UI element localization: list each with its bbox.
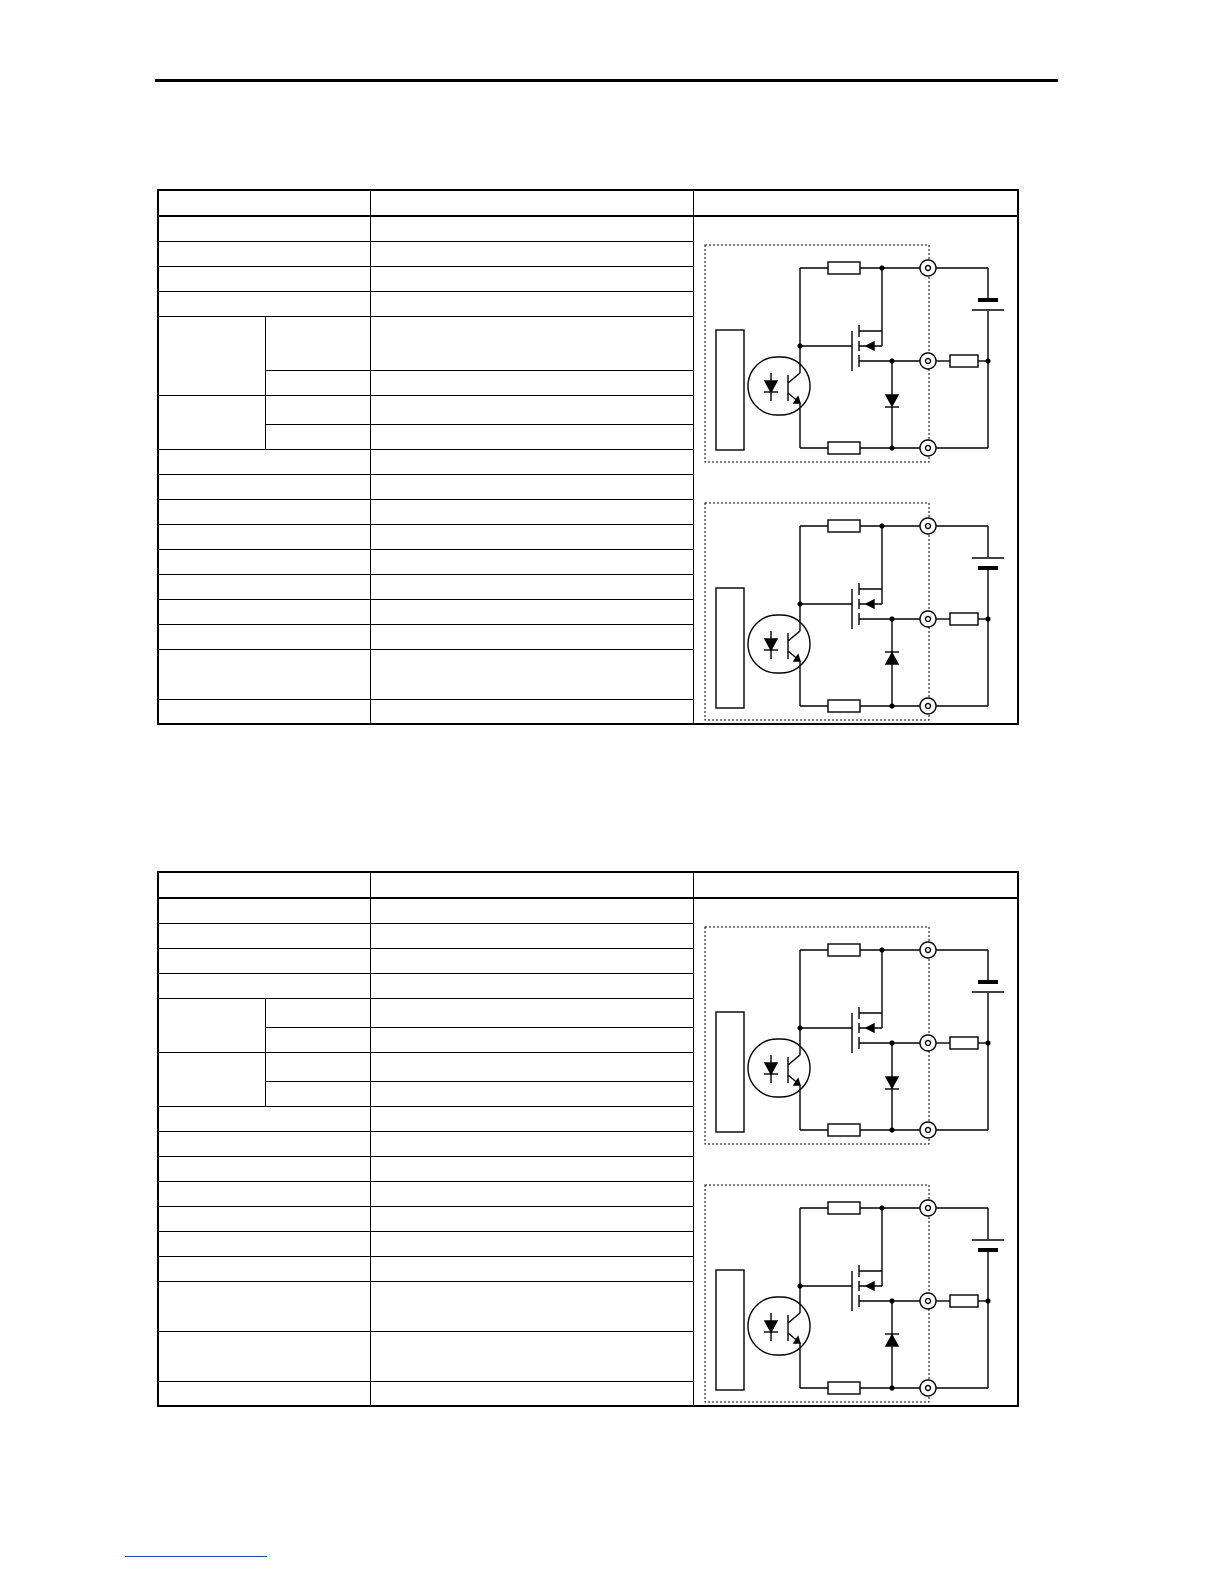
spec-value: [370, 948, 693, 973]
spec-value: [370, 1027, 693, 1052]
spec-value: [370, 499, 693, 524]
internal-circuit-block: [716, 330, 744, 450]
spec-value: [370, 624, 693, 649]
resistor: [828, 1382, 860, 1394]
terminal-icon: [920, 611, 936, 627]
spec-value: [370, 216, 693, 241]
spec-value: [370, 973, 693, 998]
terminal-icon: [920, 1380, 936, 1396]
module-boundary: [705, 927, 929, 1144]
header-rule: [155, 79, 1058, 82]
spec-item-label: [158, 1281, 370, 1331]
resistor: [828, 700, 860, 712]
spec-item-label: [158, 291, 370, 316]
internal-circuit-block: [716, 1012, 744, 1132]
spec-value: [370, 549, 693, 574]
spec-value: [370, 1131, 693, 1156]
spec-value: [370, 1281, 693, 1331]
spec-value: [370, 1106, 693, 1131]
spec-subitem-label: [265, 1027, 370, 1052]
spec-value: [370, 316, 693, 370]
header-circuit: [693, 872, 1018, 898]
spec-item-label: [158, 216, 370, 241]
terminal-icon: [920, 698, 936, 714]
spec-value: [370, 449, 693, 474]
spec-value: [370, 524, 693, 549]
spec-item-label: [158, 624, 370, 649]
sink-circuit: [704, 925, 1004, 1147]
led-icon: [765, 639, 777, 650]
spec-value: [370, 1156, 693, 1181]
led-icon: [765, 1063, 777, 1074]
resistor: [828, 442, 860, 454]
terminal-icon: [920, 1035, 936, 1051]
internal-circuit-block: [716, 588, 744, 708]
terminal-icon: [920, 440, 936, 456]
spec-value: [370, 1381, 693, 1406]
spec-subitem-label: [265, 395, 370, 424]
table-header-row: [158, 190, 1018, 216]
protection-diode: [886, 1077, 898, 1088]
spec-item-label: [158, 499, 370, 524]
header-item: [158, 190, 370, 216]
circuit-diagram-cell: [693, 898, 1018, 1406]
footnote-rule: [125, 1556, 267, 1557]
spec-subitem-label: [265, 370, 370, 395]
spec-value: [370, 395, 693, 424]
header-specification: [370, 872, 693, 898]
spec-value: [370, 699, 693, 724]
spec-subitem-label: [265, 1052, 370, 1081]
module-boundary: [705, 1185, 929, 1402]
module-boundary: [705, 503, 929, 720]
spec-item-label: [158, 1181, 370, 1206]
load-resistor: [950, 1295, 978, 1307]
spec-value: [370, 1081, 693, 1106]
resistor: [828, 944, 860, 956]
spec-group-label: [158, 316, 265, 395]
spec-value: [370, 266, 693, 291]
spec-item-label: [158, 1381, 370, 1406]
spec-item-label: [158, 1131, 370, 1156]
sink-circuit: [704, 243, 1004, 465]
spec-item-label: [158, 1231, 370, 1256]
output-spec-table-1: [157, 189, 1019, 725]
spec-subitem-label: [265, 424, 370, 449]
header-specification: [370, 190, 693, 216]
spec-value: [370, 1052, 693, 1081]
spec-item-label: [158, 266, 370, 291]
spec-item-label: [158, 449, 370, 474]
spec-value: [370, 1206, 693, 1231]
led-icon: [765, 381, 777, 392]
module-boundary: [705, 245, 929, 462]
spec-subitem-label: [265, 1081, 370, 1106]
spec-value: [370, 1231, 693, 1256]
spec-item-label: [158, 241, 370, 266]
photocoupler: [748, 1039, 810, 1097]
spec-item-label: [158, 699, 370, 724]
spec-item-label: [158, 1206, 370, 1231]
spec-item-label: [158, 1106, 370, 1131]
resistor: [828, 262, 860, 274]
protection-diode: [886, 1335, 898, 1346]
spec-value: [370, 1256, 693, 1281]
spec-value: [370, 898, 693, 923]
spec-group-label: [158, 1052, 265, 1106]
spec-item-label: [158, 898, 370, 923]
spec-value: [370, 424, 693, 449]
table-header-row: [158, 872, 1018, 898]
spec-item-label: [158, 948, 370, 973]
spec-item-label: [158, 649, 370, 699]
spec-item-label: [158, 1331, 370, 1381]
spec-item-label: [158, 1256, 370, 1281]
resistor: [828, 1202, 860, 1214]
terminal-icon: [920, 1200, 936, 1216]
protection-diode: [886, 653, 898, 664]
spec-item-label: [158, 574, 370, 599]
spec-item-label: [158, 474, 370, 499]
resistor: [828, 1124, 860, 1136]
spec-group-label: [158, 998, 265, 1052]
spec-value: [370, 1331, 693, 1381]
terminal-icon: [920, 518, 936, 534]
protection-diode: [886, 395, 898, 406]
spec-group-label: [158, 395, 265, 449]
spec-value: [370, 370, 693, 395]
terminal-icon: [920, 942, 936, 958]
spec-value: [370, 1181, 693, 1206]
spec-subitem-label: [265, 316, 370, 370]
spec-item-label: [158, 973, 370, 998]
load-resistor: [950, 613, 978, 625]
photocoupler: [748, 1297, 810, 1355]
terminal-icon: [920, 1293, 936, 1309]
spec-item-label: [158, 524, 370, 549]
source-circuit: [704, 1183, 1004, 1405]
spec-value: [370, 574, 693, 599]
load-resistor: [950, 1037, 978, 1049]
terminal-icon: [920, 260, 936, 276]
spec-item-label: [158, 599, 370, 624]
table-row: [158, 898, 1018, 923]
spec-value: [370, 923, 693, 948]
output-spec-table-2: [157, 871, 1019, 1407]
spec-subitem-label: [265, 998, 370, 1027]
spec-value: [370, 998, 693, 1027]
resistor: [828, 520, 860, 532]
led-icon: [765, 1321, 777, 1332]
spec-item-label: [158, 549, 370, 574]
spec-value: [370, 599, 693, 624]
terminal-icon: [920, 1122, 936, 1138]
table-row: [158, 216, 1018, 241]
header-item: [158, 872, 370, 898]
spec-item-label: [158, 1156, 370, 1181]
terminal-icon: [920, 353, 936, 369]
spec-value: [370, 241, 693, 266]
circuit-diagram-cell: [693, 216, 1018, 724]
spec-item-label: [158, 923, 370, 948]
photocoupler: [748, 615, 810, 673]
header-circuit: [693, 190, 1018, 216]
source-circuit: [704, 501, 1004, 723]
spec-value: [370, 474, 693, 499]
photocoupler: [748, 357, 810, 415]
load-resistor: [950, 355, 978, 367]
internal-circuit-block: [716, 1270, 744, 1390]
spec-value: [370, 291, 693, 316]
spec-value: [370, 649, 693, 699]
